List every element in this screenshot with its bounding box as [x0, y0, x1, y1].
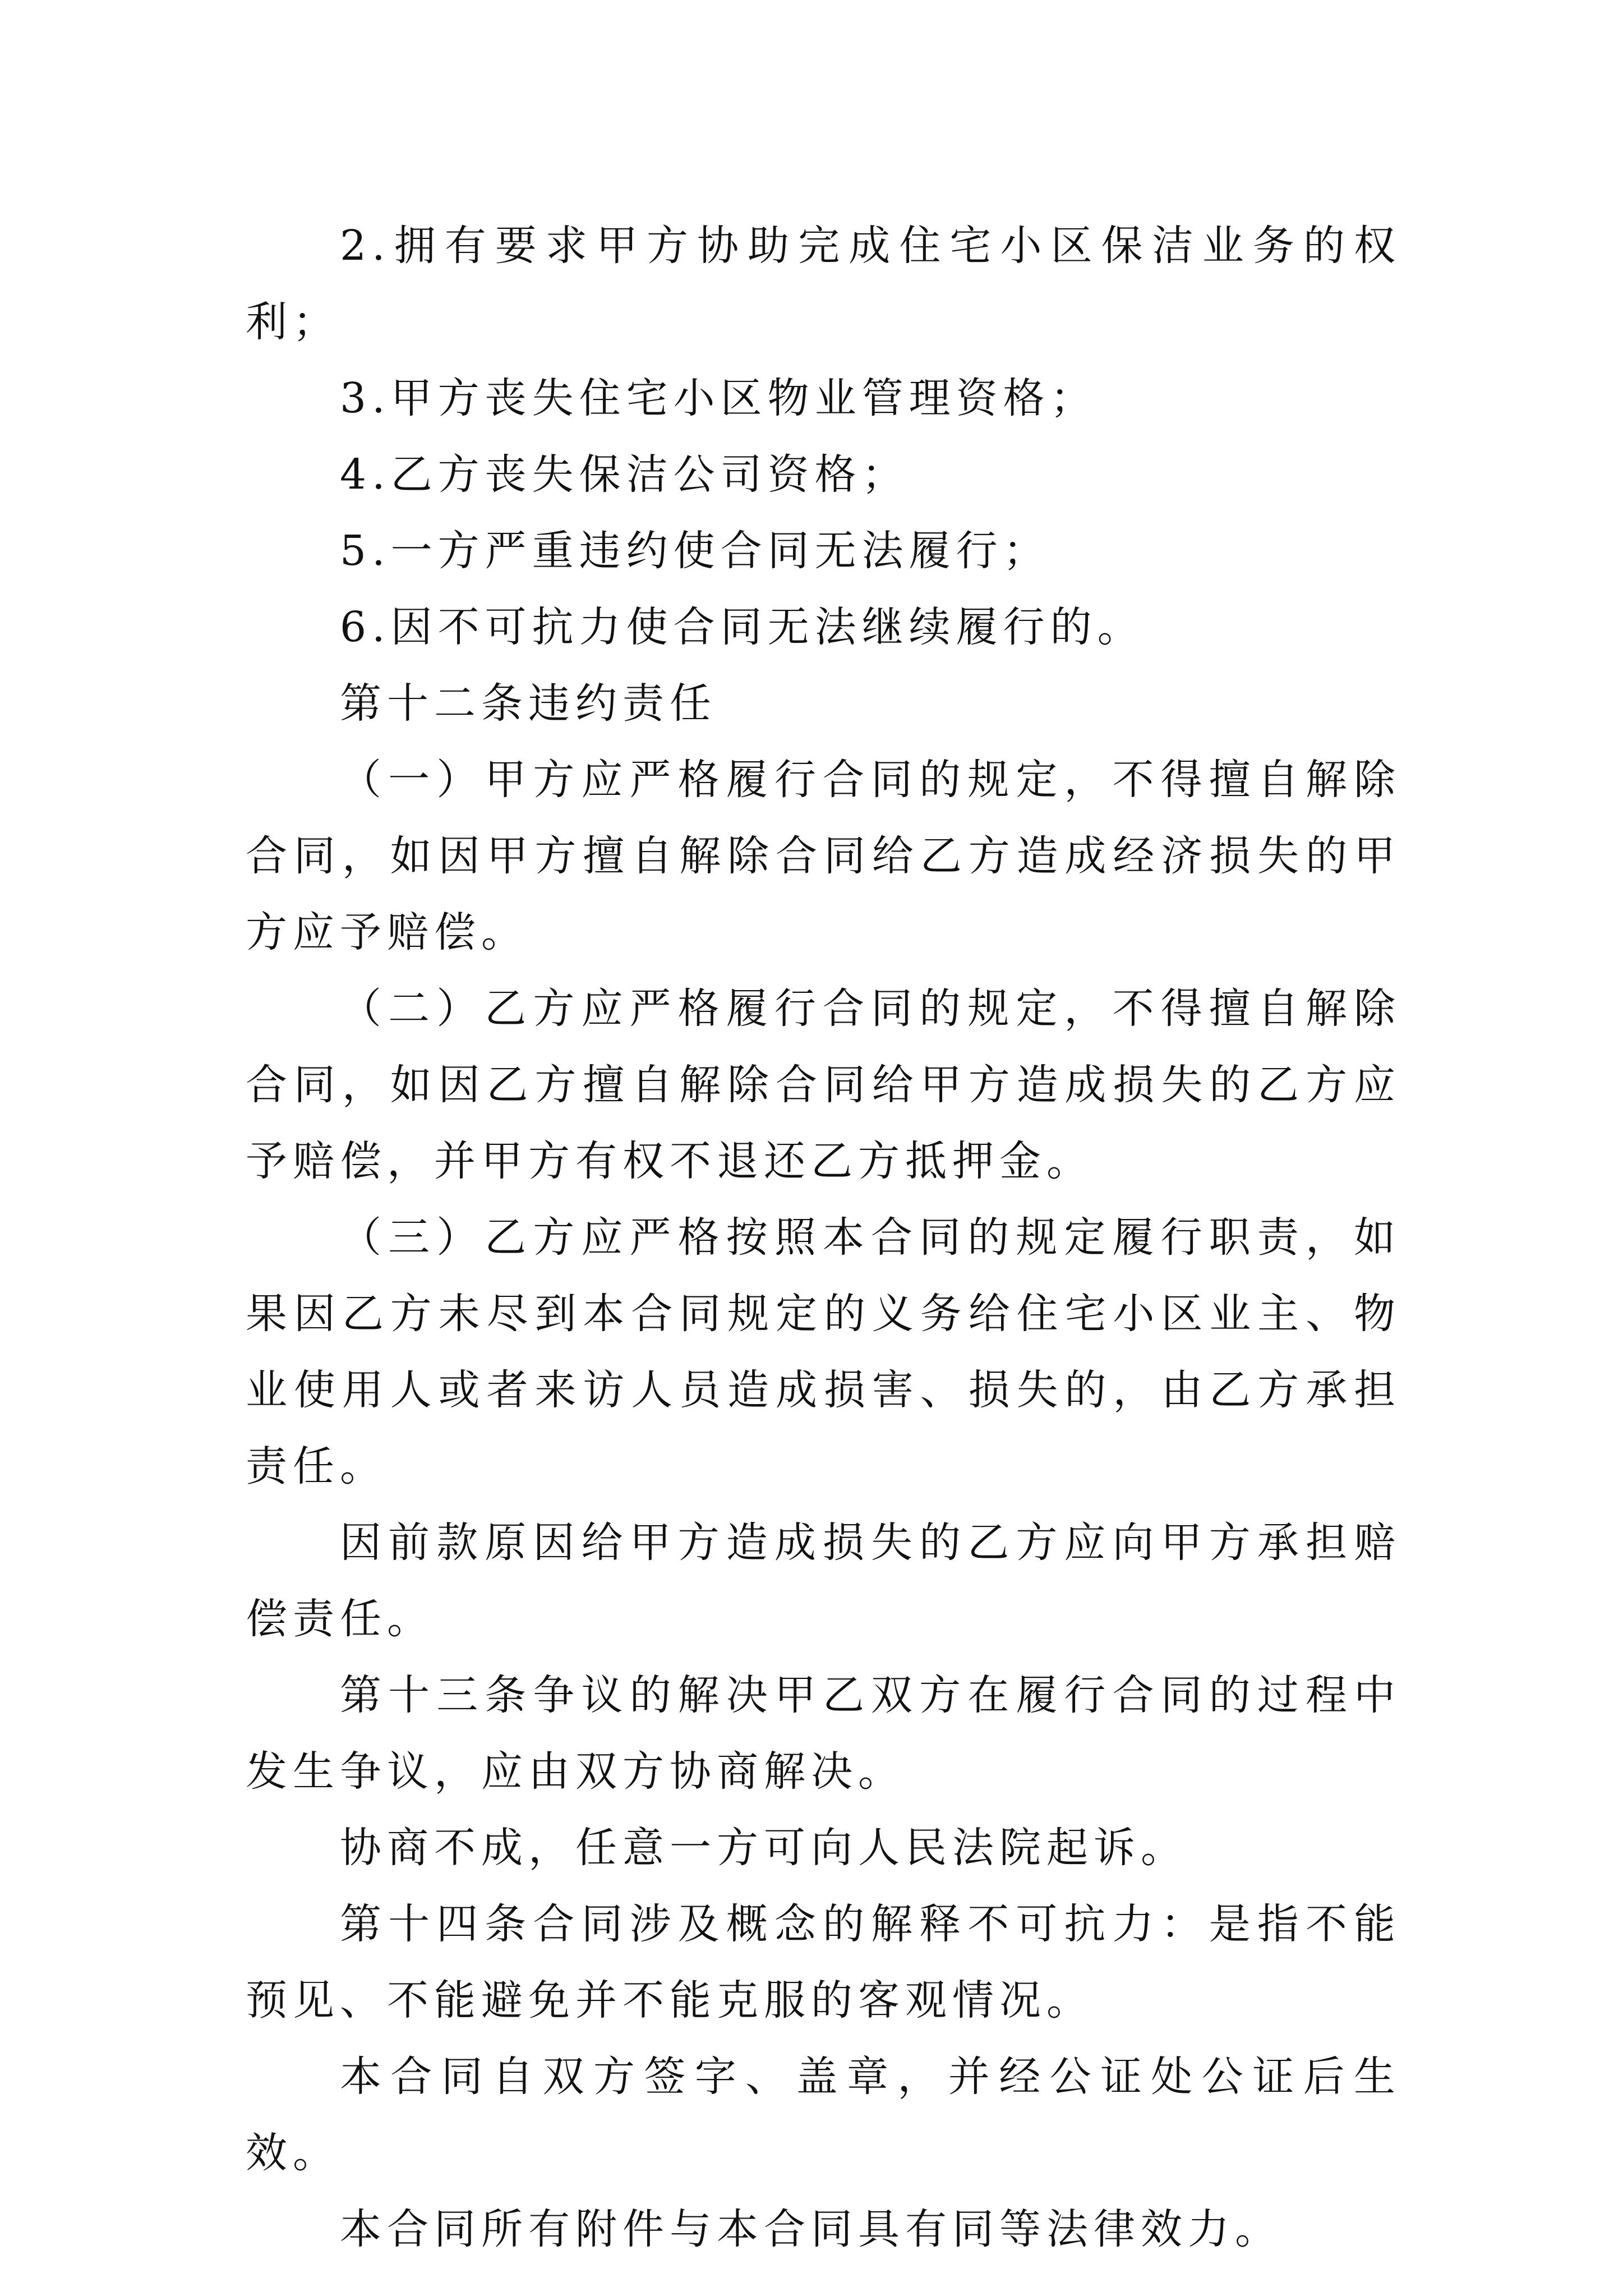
paragraph-litigation: 协商不成，任意一方可向人民法院起诉。	[340, 1824, 1188, 1872]
document-body	[246, 208, 1401, 2267]
paragraph-liability-3: （三）乙方应严格按照本合同的规定履行职责，如果因乙方未尽到本合同规定的义务给住宅小区业主、物业使用人或者来访人员造成损害、损失的，由乙方承担责任。	[246, 1213, 1401, 1490]
paragraph-liability-compensation: 因前款原因给甲方造成损失的乙方应向甲方承担赔偿责任。	[246, 1519, 1401, 1643]
paragraph-article-14: 第十四条合同涉及概念的解释不可抗力：是指不能预见、不能避免并不能克服的客观情况。	[246, 1900, 1401, 2024]
paragraph-clause-3: 3.甲方丧失住宅小区物业管理资格；	[340, 374, 1098, 422]
paragraph-liability-2: （二）乙方应严格履行合同的规定，不得擅自解除合同，如因乙方擅自解除合同给甲方造成损失的乙方应予赔偿，并甲方有权不退还乙方抵押金。	[246, 984, 1401, 1185]
paragraph-clause-5: 5.一方严重违约使合同无法履行；	[340, 527, 1050, 575]
paragraph-attachments: 本合同所有附件与本合同具有同等法律效力。	[340, 2205, 1282, 2253]
paragraph-clause-6: 6.因不可抗力使合同无法继续履行的。	[340, 603, 1145, 651]
paragraph-clause-4: 4.乙方丧失保洁公司资格；	[340, 450, 909, 499]
paragraph-clause-2: 2.拥有要求甲方协助完成住宅小区保洁业务的权利；	[246, 222, 1401, 346]
paragraph-effective: 本合同自双方签字、盖章，并经公证处公证后生效。	[246, 2053, 1401, 2177]
paragraph-liability-1: （一）甲方应严格履行合同的规定，不得擅自解除合同，如因甲方擅自解除合同给乙方造成经济损失的甲方应予赔偿。	[246, 756, 1401, 956]
heading-article-12: 第十二条违约责任	[340, 679, 717, 728]
paragraph-article-13: 第十三条争议的解决甲乙双方在履行合同的过程中发生争议，应由双方协商解决。	[246, 1671, 1401, 1796]
